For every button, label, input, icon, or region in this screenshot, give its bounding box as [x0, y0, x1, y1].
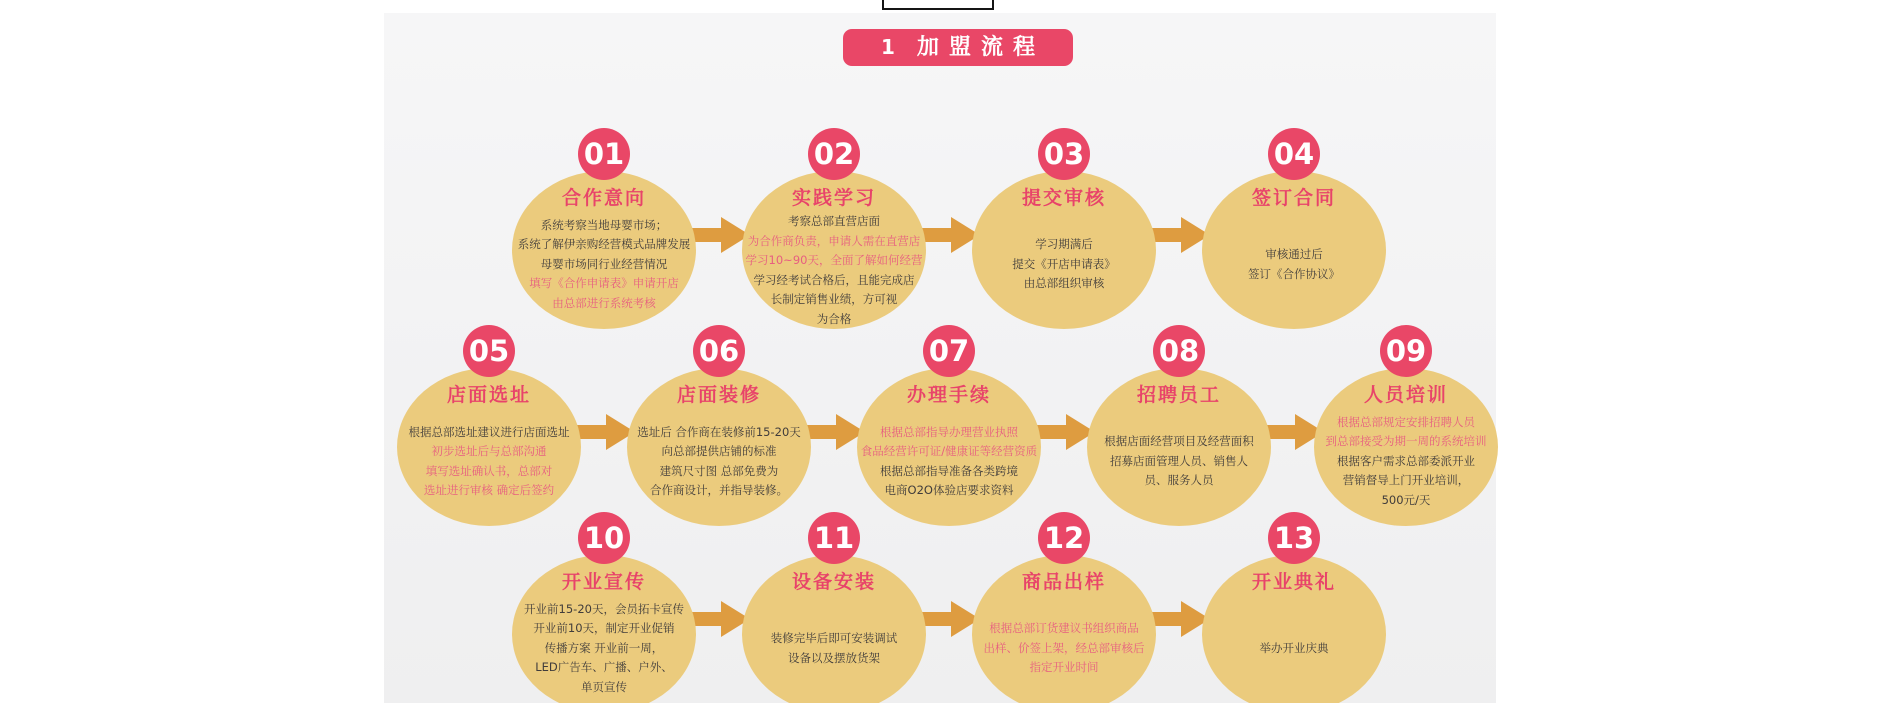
step-description-line: 系统了解伊亲购经营模式品牌发展 [517, 237, 691, 252]
step-description [1326, 409, 1487, 526]
step-title: 办理手续 [906, 384, 991, 406]
step-title: 招聘员工 [1136, 384, 1221, 406]
step-circle [397, 368, 581, 526]
step-description-line: 招募店面管理人员、销售人 [1110, 453, 1248, 468]
step-description [1012, 212, 1116, 329]
step-circle [857, 368, 1041, 526]
step-number-badge: 10 [578, 512, 630, 564]
step-circle [742, 171, 926, 329]
step-description [637, 409, 801, 526]
process-step [1202, 512, 1386, 703]
step-description-line: 学习经考试合格后，且能完成店 [753, 272, 915, 287]
step-description-line: 传播方案 开业前一周， [544, 640, 664, 655]
step-title: 提交审核 [1021, 187, 1106, 209]
process-step [1087, 325, 1271, 526]
step-description-line: 单页宣传 [580, 679, 627, 694]
step-circle [1202, 171, 1386, 329]
step-description-line: 由总部组织审核 [1023, 276, 1105, 291]
top-partial-box [882, 0, 994, 10]
step-number-badge: 12 [1038, 512, 1090, 564]
arrow-right-icon [1033, 412, 1095, 452]
process-step [972, 128, 1156, 329]
step-description-line: 系统考察当地母婴市场； [540, 217, 668, 232]
step-description-line: 长制定销售业绩，方可视 [770, 292, 898, 306]
step-description-line: 根据总部指导准备各类跨境 [880, 463, 1018, 478]
step-description-line: 到总部接受为期一周的系统培训 [1325, 434, 1487, 449]
process-step [1202, 128, 1386, 329]
process-step [397, 325, 581, 526]
arrow-right-icon [1148, 215, 1210, 255]
step-description-line: 向总部提供店铺的标准 [661, 444, 777, 458]
step-description-line: 出样、价签上架，经总部审核后 [983, 640, 1145, 655]
arrow-right-icon [803, 412, 865, 452]
step-number-badge: 01 [578, 128, 630, 180]
step-number-badge: 03 [1038, 128, 1090, 180]
step-title: 人员培训 [1363, 384, 1448, 406]
step-title: 开业典礼 [1251, 571, 1336, 593]
step-number-badge: 04 [1268, 128, 1320, 180]
step-description-line: 选址进行审核 确定后签约 [423, 483, 555, 497]
step-number-badge: 05 [463, 325, 515, 377]
step-circle [512, 555, 696, 703]
step-description-line: LED广告车、广播、户外、 [535, 660, 673, 675]
section-number: 1 [881, 35, 895, 59]
step-description-line: 装修完毕后即可安装调试 [770, 631, 898, 645]
arrow-right-icon [918, 599, 980, 639]
step-description-line: 员、服务人员 [1144, 473, 1214, 488]
section-title-badge [843, 29, 1073, 66]
step-description-line: 设备以及摆放货架 [788, 650, 880, 665]
process-step [512, 512, 696, 703]
step-description-line: 食品经营许可证/健康证等经营资质 [860, 444, 1038, 458]
step-number-badge: 06 [693, 325, 745, 377]
step-number-badge: 02 [808, 128, 860, 180]
step-description-line: 根据总部指导办理营业执照 [880, 424, 1018, 439]
step-description [1248, 212, 1340, 329]
step-title: 实践学习 [791, 187, 876, 209]
step-description-line: 母婴市场同行业经营情况 [540, 256, 668, 271]
process-step [742, 512, 926, 703]
step-description-line: 考察总部直营店面 [788, 214, 880, 228]
step-description-line: 电商O2O体验店要求资料 [884, 483, 1014, 497]
section-title-label: 加盟流程 [916, 35, 1045, 60]
arrow-right-icon [1148, 599, 1210, 639]
step-description-line: 营销督导上门开业培训， [1342, 473, 1470, 488]
step-circle [1202, 555, 1386, 703]
step-description-line: 学习10~90天，全面了解如何经营 [745, 253, 923, 267]
step-description [746, 212, 923, 341]
arrow-right-icon [688, 599, 750, 639]
step-description [1260, 596, 1329, 703]
step-description [1104, 409, 1254, 526]
step-description-line: 根据客户需求总部委派开业 [1337, 453, 1475, 468]
step-title: 设备安装 [791, 571, 876, 593]
step-description-line: 填写选址确认书，总部对 [425, 463, 553, 478]
step-description-line: 填写《合作申请表》申请开店 [529, 276, 679, 291]
step-description-line: 审核通过后 [1265, 247, 1323, 261]
step-description-line: 为合作商负责，申请人需在直营店 [747, 233, 921, 248]
step-circle [627, 368, 811, 526]
step-description-line: 根据总部选址建议进行店面选址 [408, 424, 570, 439]
step-description [518, 212, 691, 329]
step-description-line: 开业前10天，制定开业促销 [533, 621, 675, 636]
step-circle [972, 555, 1156, 703]
step-description-line: 根据店面经营项目及经营面积 [1104, 434, 1254, 449]
step-title: 签订合同 [1251, 187, 1336, 209]
step-description [771, 596, 898, 703]
step-description-line: 500元/天 [1381, 492, 1431, 507]
step-number-badge: 07 [923, 325, 975, 377]
step-circle [1314, 368, 1498, 526]
step-description [984, 596, 1145, 703]
step-description-line: 选址后 合作商在装修前15-20天 [637, 424, 801, 439]
step-description [409, 409, 570, 526]
arrow-right-icon [573, 412, 635, 452]
step-description-line: 举办开业庆典 [1259, 640, 1329, 655]
step-title: 店面选址 [446, 384, 531, 406]
process-step [857, 325, 1041, 526]
step-description-line: 开业前15-20天，会员拓卡宣传 [524, 601, 684, 616]
step-title: 开业宣传 [561, 571, 646, 593]
process-step [972, 512, 1156, 703]
step-number-badge: 13 [1268, 512, 1320, 564]
step-description-line: 初步选址后与总部沟通 [431, 444, 547, 458]
step-description-line: 指定开业时间 [1029, 660, 1099, 675]
step-description-line: 根据总部规定安排招聘人员 [1337, 414, 1475, 429]
arrow-right-icon [688, 215, 750, 255]
process-step [512, 128, 696, 329]
process-step [742, 128, 926, 329]
step-circle [972, 171, 1156, 329]
step-description-line: 根据总部订货建议书组织商品 [989, 621, 1139, 636]
step-number-badge: 09 [1380, 325, 1432, 377]
arrow-right-icon [918, 215, 980, 255]
step-description-line: 提交《开店申请表》 [1012, 256, 1116, 271]
step-description-line: 签订《合作协议》 [1248, 266, 1340, 281]
step-title: 商品出样 [1021, 571, 1106, 593]
step-circle [1087, 368, 1271, 526]
step-circle [742, 555, 926, 703]
step-title: 合作意向 [561, 187, 646, 209]
step-description-line: 建筑尺寸图 总部免费为 [659, 463, 779, 478]
process-step [1314, 325, 1498, 526]
step-description-line: 为合格 [816, 311, 852, 326]
process-step [627, 325, 811, 526]
step-description [524, 596, 684, 703]
step-description-line: 学习期满后 [1035, 237, 1093, 252]
step-circle [512, 171, 696, 329]
step-description-line: 由总部进行系统考核 [552, 295, 656, 310]
step-number-badge: 08 [1153, 325, 1205, 377]
step-number-badge: 11 [808, 512, 860, 564]
step-description [861, 409, 1037, 526]
step-description-line: 合作商设计，并指导装修。 [649, 483, 788, 497]
step-title: 店面装修 [676, 384, 761, 406]
